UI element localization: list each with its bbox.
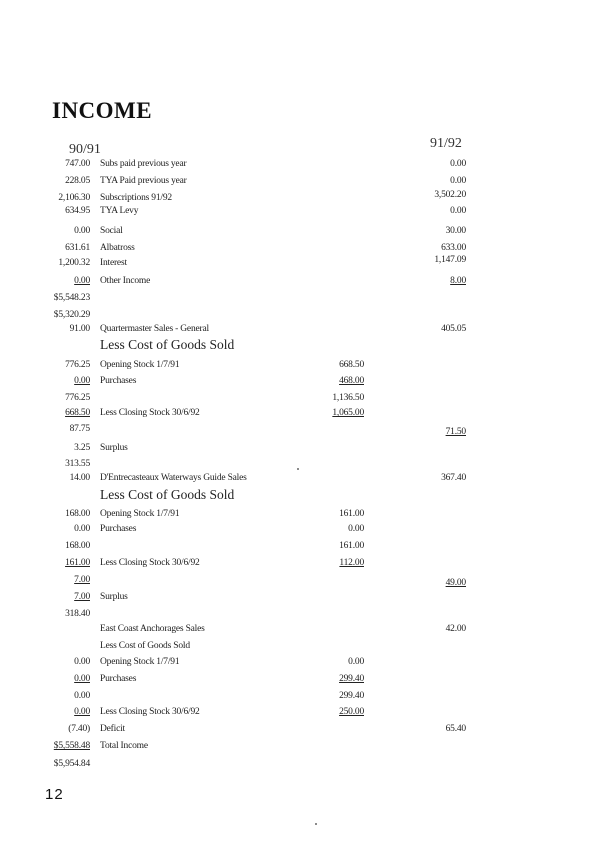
amount-cost-detail: 0.00 (348, 524, 364, 534)
amount-90-91: $5,548.23 (53, 293, 90, 303)
amount-90-91: $5,954.84 (53, 759, 90, 769)
amount-91-92: 65.40 (445, 724, 466, 734)
row-label: Subs paid previous year (100, 159, 187, 169)
page-number: 12 (45, 786, 64, 803)
amount-cost-detail: 1,136.50 (332, 393, 364, 403)
row-label: Purchases (100, 524, 137, 534)
scan-speck (297, 468, 299, 470)
amount-90-91: 7.00 (74, 592, 90, 602)
page-title: INCOME (52, 98, 153, 123)
row-label: Deficit (100, 724, 125, 734)
amount-90-91: 14.00 (69, 473, 90, 483)
amount-91-92: 633.00 (441, 243, 466, 253)
row-label: Less Closing Stock 30/6/92 (100, 707, 200, 717)
amount-90-91: 168.00 (65, 509, 90, 519)
section-subheading: Less Cost of Goods Sold (100, 337, 235, 352)
amount-cost-detail: 468.00 (339, 376, 364, 386)
amount-90-91: 0.00 (74, 691, 90, 701)
amount-cost-detail: 1,065.00 (332, 408, 364, 418)
row-label: Opening Stock 1/7/91 (100, 657, 180, 667)
scan-speck (315, 823, 317, 825)
row-label: Other Income (100, 276, 151, 286)
amount-90-91: (7.40) (68, 724, 90, 734)
section-subheading: Less Cost of Goods Sold (100, 487, 235, 502)
amount-90-91: 668.50 (65, 408, 90, 418)
amount-91-92: 42.00 (445, 624, 466, 634)
amount-90-91: 634.95 (65, 206, 90, 216)
amount-90-91: 776.25 (65, 393, 90, 403)
row-label: TYA Levy (100, 206, 139, 216)
amount-90-91: 747.00 (65, 159, 90, 169)
amount-cost-detail: 299.40 (339, 674, 364, 684)
amount-91-92: 30.00 (445, 226, 466, 236)
year-header-curr: 91/92 (430, 136, 462, 151)
row-label: Less Cost of Goods Sold (100, 641, 190, 651)
amount-cost-detail: 161.00 (339, 509, 364, 519)
amount-90-91: 161.00 (65, 558, 90, 568)
amount-cost-detail: 112.00 (339, 558, 364, 568)
amount-cost-detail: 299.40 (339, 691, 364, 701)
amount-91-92: 49.00 (445, 578, 466, 588)
amount-91-92: 8.00 (450, 276, 466, 286)
amount-90-91: 0.00 (74, 226, 90, 236)
amount-90-91: 91.00 (69, 324, 90, 334)
amount-90-91: 2,106.30 (58, 193, 90, 203)
amount-90-91: 631.61 (65, 243, 90, 253)
amount-90-91: 168.00 (65, 541, 90, 551)
amount-90-91: $5,558.48 (53, 741, 90, 751)
amount-90-91: 228.05 (65, 176, 90, 186)
amount-91-92: 405.05 (441, 324, 466, 334)
amount-90-91: 0.00 (74, 657, 90, 667)
row-label: Purchases (100, 674, 137, 684)
row-label: D'Entrecasteaux Waterways Guide Sales (100, 473, 247, 483)
amount-90-91: 776.25 (65, 360, 90, 370)
amount-91-92: 71.50 (445, 427, 466, 437)
row-label: East Coast Anchorages Sales (100, 624, 205, 634)
amount-90-91: 3.25 (74, 443, 90, 453)
amount-90-91: 0.00 (74, 376, 90, 386)
amount-90-91: 0.00 (74, 276, 90, 286)
amount-90-91: $5,320.29 (53, 310, 90, 320)
amount-90-91: 0.00 (74, 524, 90, 534)
amount-90-91: 1,200.32 (58, 258, 90, 268)
amount-91-92: 1,147.09 (434, 255, 466, 265)
year-header-prev: 90/91 (69, 142, 101, 157)
row-label: Surplus (100, 443, 128, 453)
amount-91-92: 367.40 (441, 473, 466, 483)
row-label: Quartermaster Sales - General (100, 324, 209, 334)
row-label: Purchases (100, 376, 137, 386)
amount-91-92: 0.00 (450, 176, 466, 186)
amount-cost-detail: 668.50 (339, 360, 364, 370)
row-label: Social (100, 226, 123, 236)
row-label: Opening Stock 1/7/91 (100, 360, 180, 370)
amount-90-91: 87.75 (69, 424, 90, 434)
amount-90-91: 0.00 (74, 707, 90, 717)
amount-90-91: 7.00 (74, 575, 90, 585)
row-label: Albatross (100, 243, 135, 253)
row-label: Subscriptions 91/92 (100, 193, 172, 203)
row-label: Less Closing Stock 30/6/92 (100, 408, 200, 418)
row-label: Opening Stock 1/7/91 (100, 509, 180, 519)
amount-90-91: 313.55 (65, 459, 90, 469)
amount-90-91: 318.40 (65, 609, 90, 619)
amount-90-91: 0.00 (74, 674, 90, 684)
row-label: Less Closing Stock 30/6/92 (100, 558, 200, 568)
amount-cost-detail: 250.00 (339, 707, 364, 717)
row-label: Surplus (100, 592, 128, 602)
row-label: TYA Paid previous year (100, 176, 187, 186)
amount-91-92: 0.00 (450, 206, 466, 216)
amount-cost-detail: 0.00 (348, 657, 364, 667)
amount-91-92: 3,502.20 (434, 190, 466, 200)
row-label: Total Income (100, 741, 148, 751)
amount-cost-detail: 161.00 (339, 541, 364, 551)
amount-91-92: 0.00 (450, 159, 466, 169)
row-label: Interest (100, 258, 127, 268)
